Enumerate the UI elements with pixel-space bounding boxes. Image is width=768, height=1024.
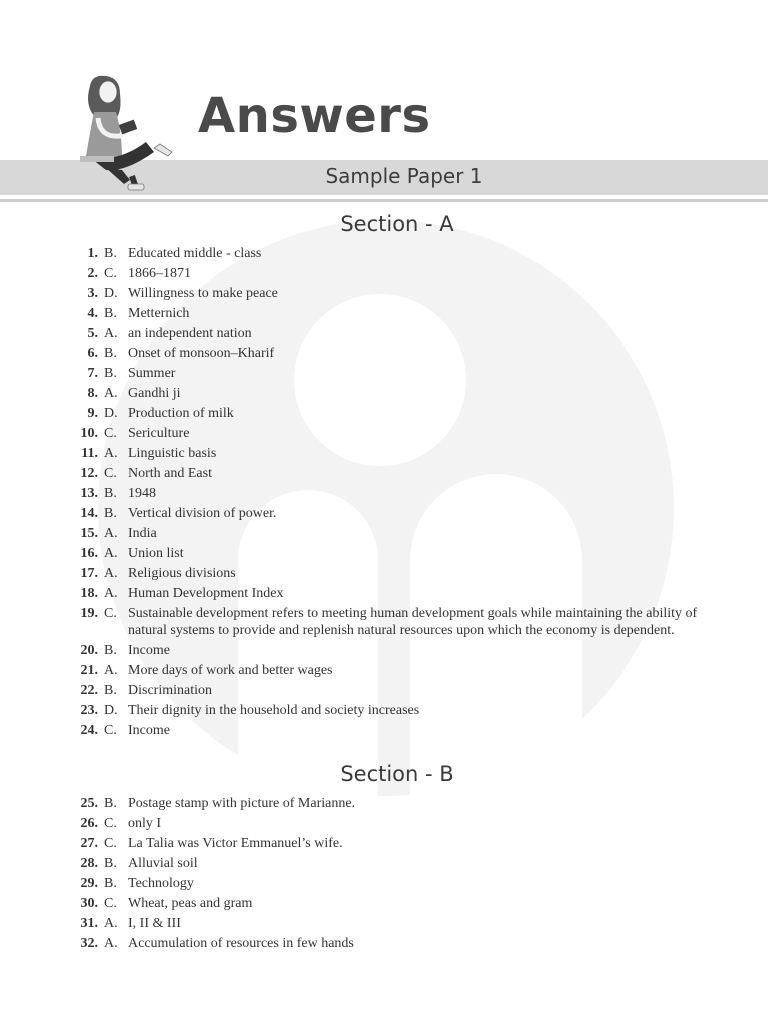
answer-item — [0, 565, 768, 582]
answer-option: B. — [104, 876, 117, 891]
answer-text: North and East — [128, 466, 212, 481]
answer-text: More days of work and better wages — [128, 663, 333, 678]
answer-number: 31. — [80, 916, 98, 931]
answer-text: only I — [128, 816, 162, 831]
answer-option: A. — [104, 326, 118, 341]
answer-number: 4. — [87, 306, 98, 321]
answer-text: Onset of monsoon–Kharif — [128, 346, 275, 361]
answer-text: Production of milk — [128, 406, 234, 421]
answer-number: 10. — [80, 426, 98, 441]
answer-number: 9. — [87, 406, 98, 421]
answer-item — [0, 875, 768, 892]
answer-item — [0, 815, 768, 832]
answer-number: 7. — [87, 366, 98, 381]
answer-number: 20. — [80, 643, 98, 658]
answer-item — [0, 485, 768, 502]
answer-text: Vertical division of power. — [128, 506, 277, 521]
answer-text: Sericulture — [128, 426, 190, 441]
answer-option: C. — [104, 896, 117, 911]
answer-option: B. — [104, 796, 117, 811]
answer-item — [0, 662, 768, 679]
answer-text: India — [128, 526, 157, 541]
answer-number: 3. — [87, 286, 98, 301]
answer-item — [0, 795, 768, 812]
answer-number: 2. — [87, 266, 98, 281]
answer-option: A. — [104, 526, 118, 541]
answer-text: Wheat, peas and gram — [128, 896, 253, 911]
answer-item — [0, 722, 768, 739]
answer-number: 25. — [80, 796, 98, 811]
answer-item — [0, 265, 768, 282]
section-a-heading: Section - A — [340, 212, 454, 236]
answer-option: B. — [104, 643, 117, 658]
answer-option: D. — [104, 406, 118, 421]
answer-number: 13. — [80, 486, 98, 501]
answer-item — [0, 585, 768, 602]
answer-number: 1. — [87, 246, 98, 261]
answer-item — [0, 895, 768, 912]
answer-item — [0, 525, 768, 542]
answer-number: 15. — [80, 526, 98, 541]
answer-text: Accumulation of resources in few hands — [128, 936, 354, 951]
section-a-answers — [0, 245, 768, 742]
answer-text: 1948 — [128, 486, 156, 501]
answer-number: 26. — [80, 816, 98, 831]
answer-text: Postage stamp with picture of Marianne. — [128, 796, 356, 811]
answer-option: B. — [104, 366, 117, 381]
answer-number: 28. — [80, 856, 98, 871]
answer-option: C. — [104, 466, 117, 481]
answer-item — [0, 405, 768, 422]
answer-number: 19. — [80, 606, 98, 621]
answer-option: A. — [104, 386, 118, 401]
answer-option: C. — [104, 266, 117, 281]
answer-number: 32. — [80, 936, 98, 951]
banner-divider — [0, 199, 768, 202]
answer-option: A. — [104, 586, 118, 601]
answer-text: Human Development Index — [128, 586, 284, 601]
answer-option: B. — [104, 306, 117, 321]
answer-option: A. — [104, 546, 118, 561]
answer-text: Discrimination — [128, 683, 212, 698]
answer-number: 18. — [80, 586, 98, 601]
answer-option: B. — [104, 246, 117, 261]
answer-item — [0, 425, 768, 442]
answer-option: B. — [104, 506, 117, 521]
answer-option: C. — [104, 426, 117, 441]
answer-option: D. — [104, 703, 118, 718]
answer-option: C. — [104, 723, 117, 738]
answer-number: 30. — [80, 896, 98, 911]
answer-option: D. — [104, 286, 118, 301]
answer-text: Willingness to make peace — [128, 286, 278, 301]
answer-number: 16. — [80, 546, 98, 561]
answer-item — [0, 285, 768, 302]
answer-number: 27. — [80, 836, 98, 851]
answer-text: I, II & III — [128, 916, 181, 931]
paper-subtitle: Sample Paper 1 — [325, 164, 483, 188]
answer-option: B. — [104, 346, 117, 361]
answer-item — [0, 505, 768, 522]
answer-option: C. — [104, 606, 117, 621]
answer-item — [0, 245, 768, 262]
section-b-answers — [0, 795, 768, 955]
answer-text: Sustainable development refers to meeting human development goals while maintaining the ability of natural systems to provide and replenish natural resources upon which the economy is dependent. — [128, 606, 698, 638]
answer-item — [0, 935, 768, 952]
answer-item — [0, 605, 768, 639]
answer-text: Summer — [128, 366, 176, 381]
answer-text: Metternich — [128, 306, 190, 321]
answer-number: 24. — [80, 723, 98, 738]
answer-number: 22. — [80, 683, 98, 698]
answer-text: Religious divisions — [128, 566, 236, 581]
girl-reading-illustration — [76, 72, 188, 194]
answer-number: 29. — [80, 876, 98, 891]
page-title: Answers — [198, 88, 431, 144]
answer-text: an independent nation — [128, 326, 252, 341]
answer-item — [0, 365, 768, 382]
answer-option: C. — [104, 816, 117, 831]
answer-text: Their dignity in the household and society increases — [128, 703, 420, 718]
answer-text: Educated middle - class — [128, 246, 262, 261]
answer-number: 11. — [81, 446, 98, 461]
answer-number: 12. — [80, 466, 98, 481]
answer-option: B. — [104, 683, 117, 698]
answer-text: Gandhi ji — [128, 386, 181, 401]
answer-item — [0, 385, 768, 402]
answer-number: 5. — [87, 326, 98, 341]
answer-text: 1866–1871 — [128, 266, 191, 281]
answer-item — [0, 642, 768, 659]
answer-option: A. — [104, 936, 118, 951]
answer-number: 6. — [87, 346, 98, 361]
answer-text: Income — [128, 643, 170, 658]
answer-item — [0, 855, 768, 872]
answer-option: A. — [104, 566, 118, 581]
section-b-heading: Section - B — [340, 762, 454, 786]
answer-item — [0, 445, 768, 462]
answer-item — [0, 702, 768, 719]
answer-item — [0, 915, 768, 932]
answer-number: 23. — [80, 703, 98, 718]
answer-number: 14. — [80, 506, 98, 521]
answer-text: Income — [128, 723, 170, 738]
answer-option: B. — [104, 856, 117, 871]
answer-number: 8. — [87, 386, 98, 401]
answer-text: Linguistic basis — [128, 446, 217, 461]
answer-text: Alluvial soil — [128, 856, 198, 871]
answer-item — [0, 305, 768, 322]
answer-item — [0, 682, 768, 699]
answer-text: Technology — [128, 876, 194, 891]
answer-option: A. — [104, 916, 118, 931]
answer-option: A. — [104, 446, 118, 461]
answer-number: 21. — [80, 663, 98, 678]
answer-item — [0, 345, 768, 362]
answer-item — [0, 835, 768, 852]
answer-item — [0, 465, 768, 482]
answer-option: A. — [104, 663, 118, 678]
answer-text: La Talia was Victor Emmanuel’s wife. — [128, 836, 343, 851]
answer-option: B. — [104, 486, 117, 501]
answer-item — [0, 325, 768, 342]
answer-text: Union list — [128, 546, 184, 561]
answer-item — [0, 545, 768, 562]
answer-number: 17. — [80, 566, 98, 581]
answer-option: C. — [104, 836, 117, 851]
